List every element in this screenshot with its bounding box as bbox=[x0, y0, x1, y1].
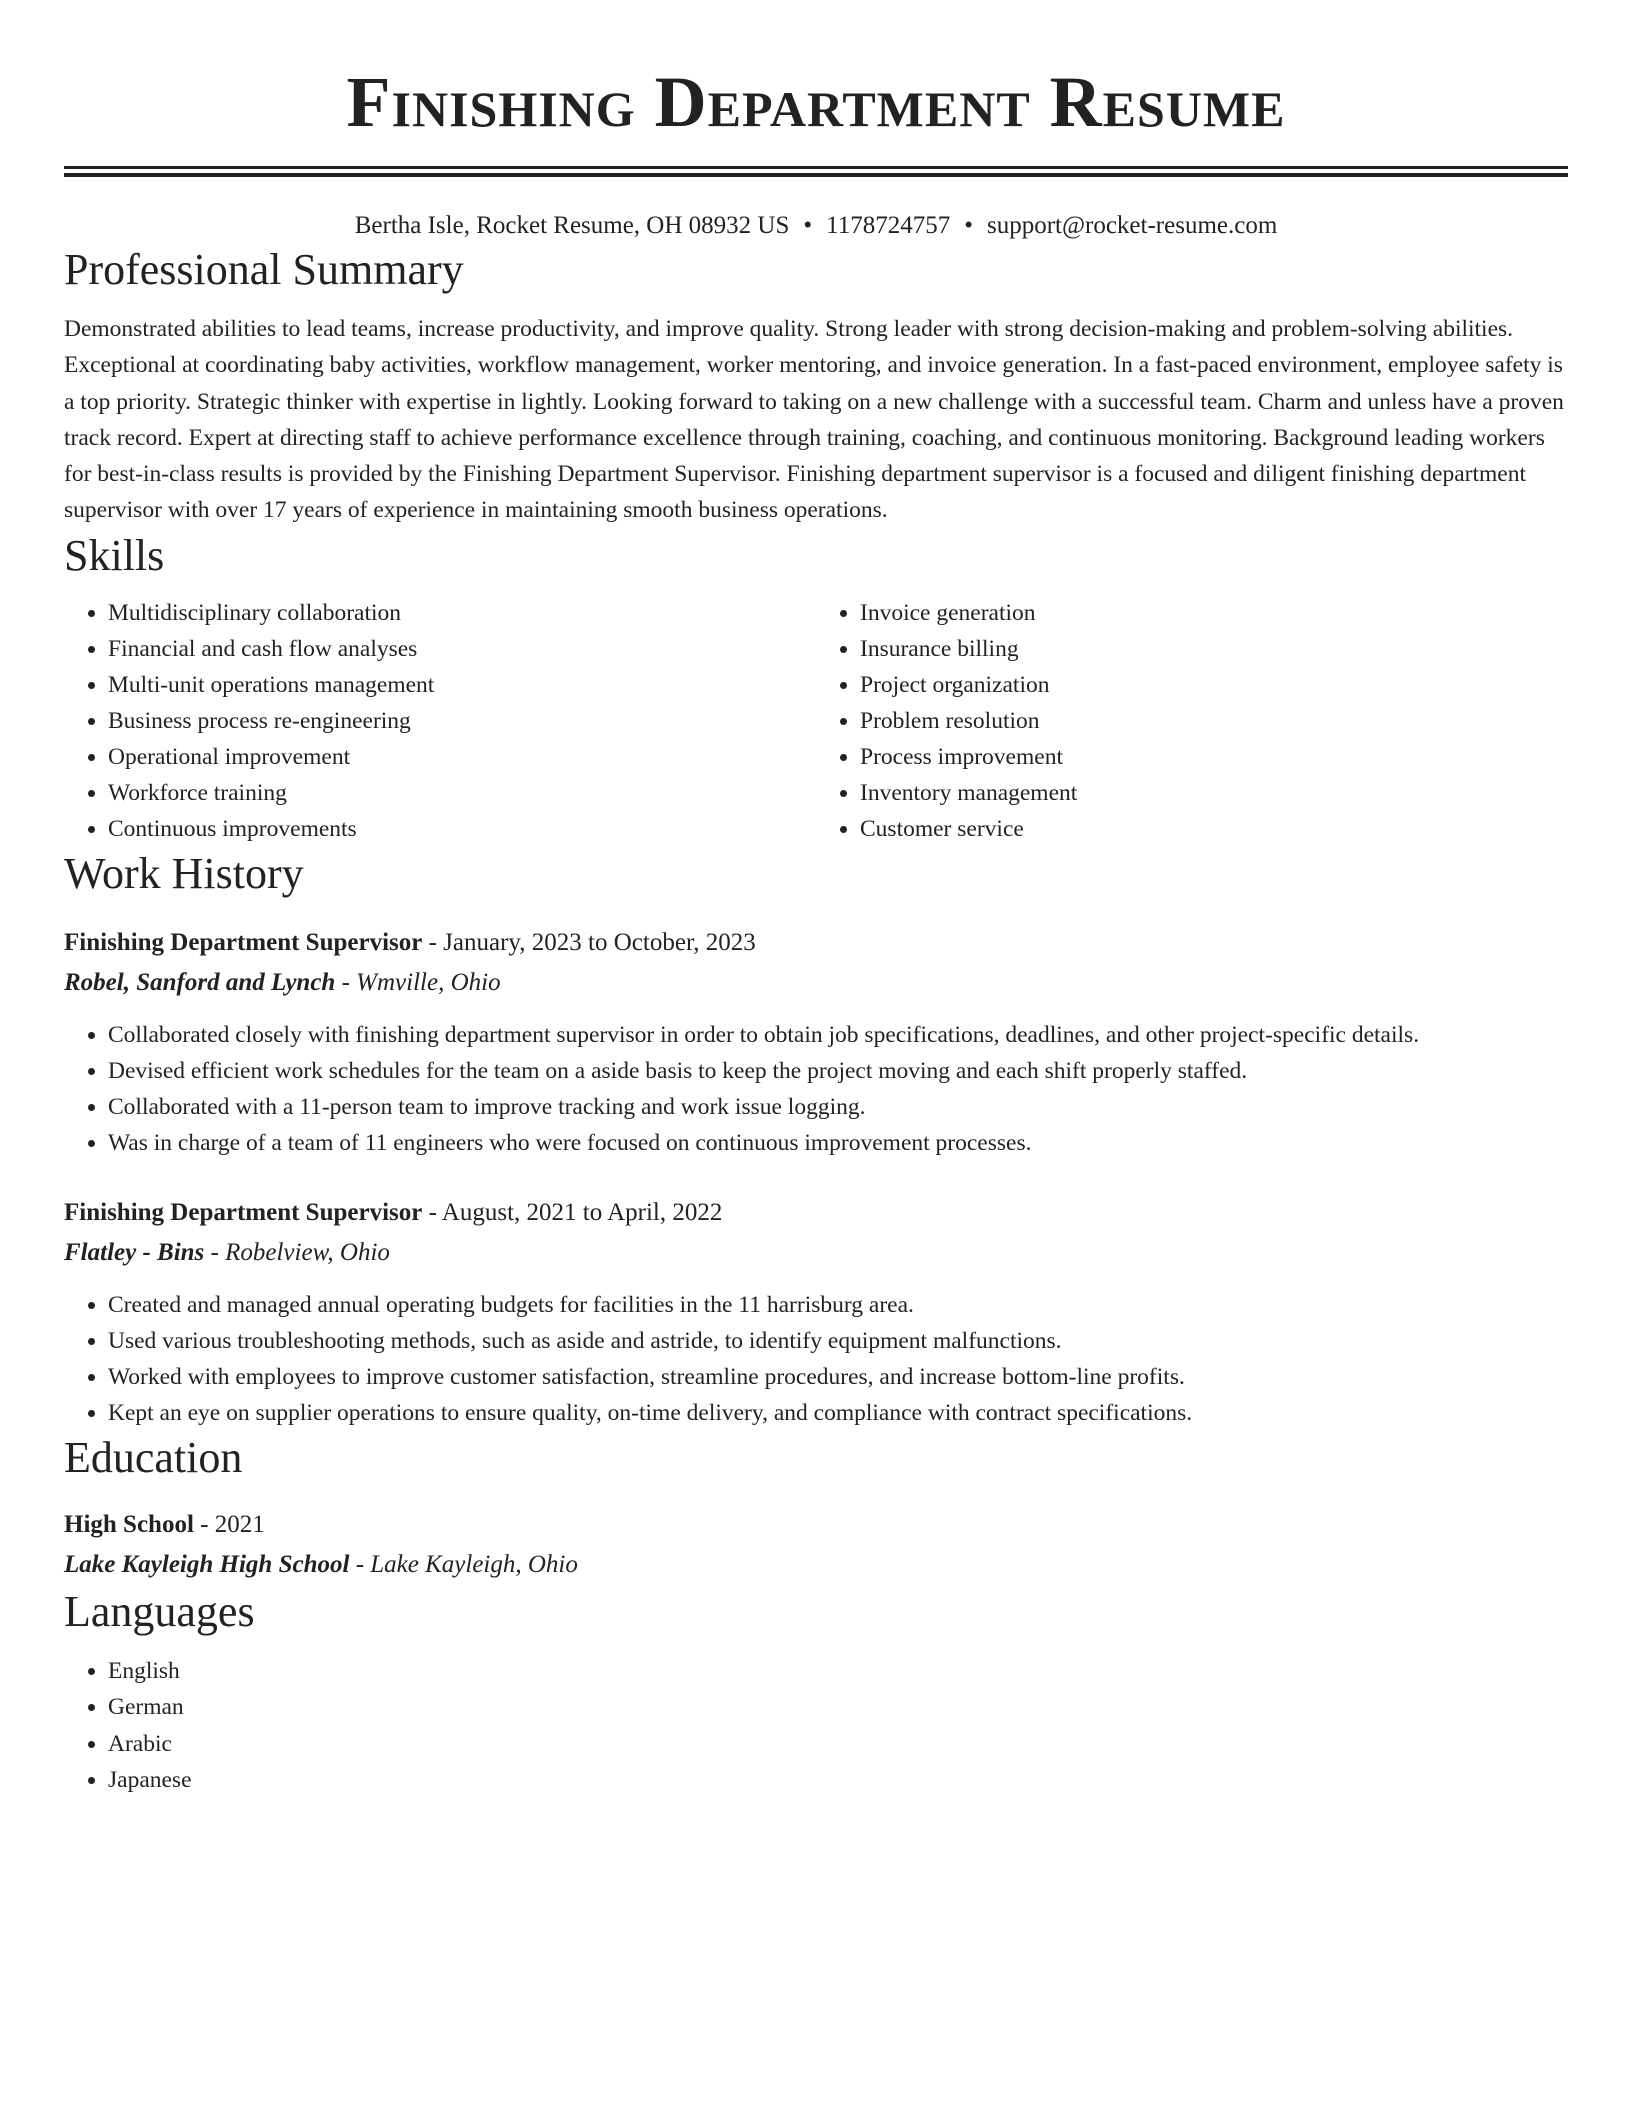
job-bullet: • Was in charge of a team of 11 engineers who were focused on continuous improvement processes. bbox=[108, 1125, 1568, 1161]
skill-item: • Insurance billing bbox=[860, 631, 1568, 667]
contact-phone: 1178724757 bbox=[826, 212, 951, 239]
summary-heading: Professional Summary bbox=[64, 245, 464, 294]
job-location: - Wmville, Ohio bbox=[335, 968, 501, 996]
skill-item: • Invoice generation bbox=[860, 595, 1568, 631]
job-bullets bbox=[64, 1017, 1568, 1161]
job-bullet: • Devised efficient work schedules for the team on a aside basis to keep the project moving and each shift properly staffed. bbox=[108, 1053, 1568, 1089]
job-entry bbox=[64, 923, 1568, 1161]
skill-item: • Problem resolution bbox=[860, 703, 1568, 739]
education-degree: High School bbox=[64, 1510, 194, 1538]
education-heading: Education bbox=[64, 1432, 243, 1482]
skills-columns bbox=[64, 595, 1568, 847]
job-employer bbox=[64, 1233, 1568, 1273]
job-title: Finishing Department Supervisor bbox=[64, 1198, 423, 1226]
job-employer bbox=[64, 963, 1568, 1003]
contact-separator: • bbox=[964, 212, 973, 239]
work-history-heading: Work History bbox=[64, 848, 304, 898]
skill-item: • Project organization bbox=[860, 667, 1568, 703]
contact-separator: • bbox=[803, 212, 813, 239]
job-title: Finishing Department Supervisor bbox=[64, 928, 423, 956]
resume-title: Finishing Department Resume bbox=[346, 62, 1286, 142]
language-item: • Japanese bbox=[108, 1762, 1568, 1799]
language-item: • German bbox=[108, 1689, 1568, 1726]
languages-heading: Languages bbox=[64, 1586, 255, 1636]
skill-item: • Operational improvement bbox=[108, 739, 816, 775]
education-year: - 2021 bbox=[193, 1510, 265, 1538]
job-header bbox=[64, 1193, 1568, 1233]
title-divider bbox=[64, 166, 1568, 169]
language-item: • Arabic bbox=[108, 1726, 1568, 1763]
skill-item: • Customer service bbox=[860, 811, 1568, 847]
contact-line bbox=[64, 209, 1568, 243]
job-company: Flatley - Bins bbox=[64, 1238, 205, 1266]
education-school: Lake Kayleigh High School bbox=[64, 1550, 350, 1578]
contact-address: Bertha Isle, Rocket Resume, OH 08932 US bbox=[354, 212, 790, 239]
skills-heading: Skills bbox=[64, 530, 165, 580]
job-bullet: • Collaborated with a 11-person team to improve tracking and work issue logging. bbox=[108, 1089, 1568, 1125]
language-item: • English bbox=[108, 1653, 1568, 1690]
job-company: Robel, Sanford and Lynch bbox=[64, 968, 336, 996]
skill-item: • Business process re-engineering bbox=[108, 703, 816, 739]
job-bullet: • Created and managed annual operating budgets for facilities in the 11 harrisburg area. bbox=[108, 1287, 1568, 1323]
job-bullet: • Collaborated closely with finishing department supervisor in order to obtain job specifications, deadlines, and other project-specific details. bbox=[108, 1017, 1568, 1053]
education-institution bbox=[64, 1545, 1568, 1585]
skill-item: • Inventory management bbox=[860, 775, 1568, 811]
job-location: - Robelview, Ohio bbox=[204, 1238, 390, 1266]
job-bullets bbox=[64, 1287, 1568, 1431]
job-dates: - August, 2021 to April, 2022 bbox=[422, 1198, 723, 1226]
job-dates: - January, 2023 to October, 2023 bbox=[422, 928, 756, 956]
skill-item: • Multi-unit operations management bbox=[108, 667, 816, 703]
skill-item: • Financial and cash flow analyses bbox=[108, 631, 816, 667]
skills-list-right bbox=[816, 595, 1568, 847]
summary-text: Demonstrated abilities to lead teams, increase productivity, and improve quality. Strong leader with strong decision-making and problem-solving abilities. Exceptional at coordinating baby activities, workflow management, worker mentoring, and invoice generation. In a fast-paced environment, employee safety is a top priority. Strategic thinker with expertise in lightly. Looking forward to taking on a new challenge with a successful team. Charm and unless have a proven track record. Expert at directing staff to achieve performance excellence through training, coaching, and continuous monitoring. Background leading workers for best-in-class results is provided by the Finishing Department Supervisor. Finishing department supervisor is a focused and diligent finishing department supervisor with over 17 years of experience in maintaining smooth business operations. bbox=[64, 316, 1564, 524]
skill-item: • Process improvement bbox=[860, 739, 1568, 775]
skill-item: • Workforce training bbox=[108, 775, 816, 811]
job-bullet: • Kept an eye on supplier operations to ensure quality, on-time delivery, and compliance with contract specifications. bbox=[108, 1395, 1568, 1431]
education-location: - Lake Kayleigh, Ohio bbox=[349, 1550, 578, 1578]
education-entry bbox=[64, 1505, 1568, 1585]
skills-list-left bbox=[64, 595, 816, 847]
languages-list bbox=[64, 1653, 1568, 1799]
job-bullet: • Used various troubleshooting methods, such as aside and astride, to identify equipment malfunctions. bbox=[108, 1323, 1568, 1359]
job-entry bbox=[64, 1193, 1568, 1431]
job-bullet: • Worked with employees to improve customer satisfaction, streamline procedures, and increase bottom-line profits. bbox=[108, 1359, 1568, 1395]
job-header bbox=[64, 923, 1568, 963]
contact-email: support@rocket-resume.com bbox=[986, 212, 1278, 239]
skill-item: • Multidisciplinary collaboration bbox=[108, 595, 816, 631]
education-header bbox=[64, 1505, 1568, 1545]
skill-item: • Continuous improvements bbox=[108, 811, 816, 847]
